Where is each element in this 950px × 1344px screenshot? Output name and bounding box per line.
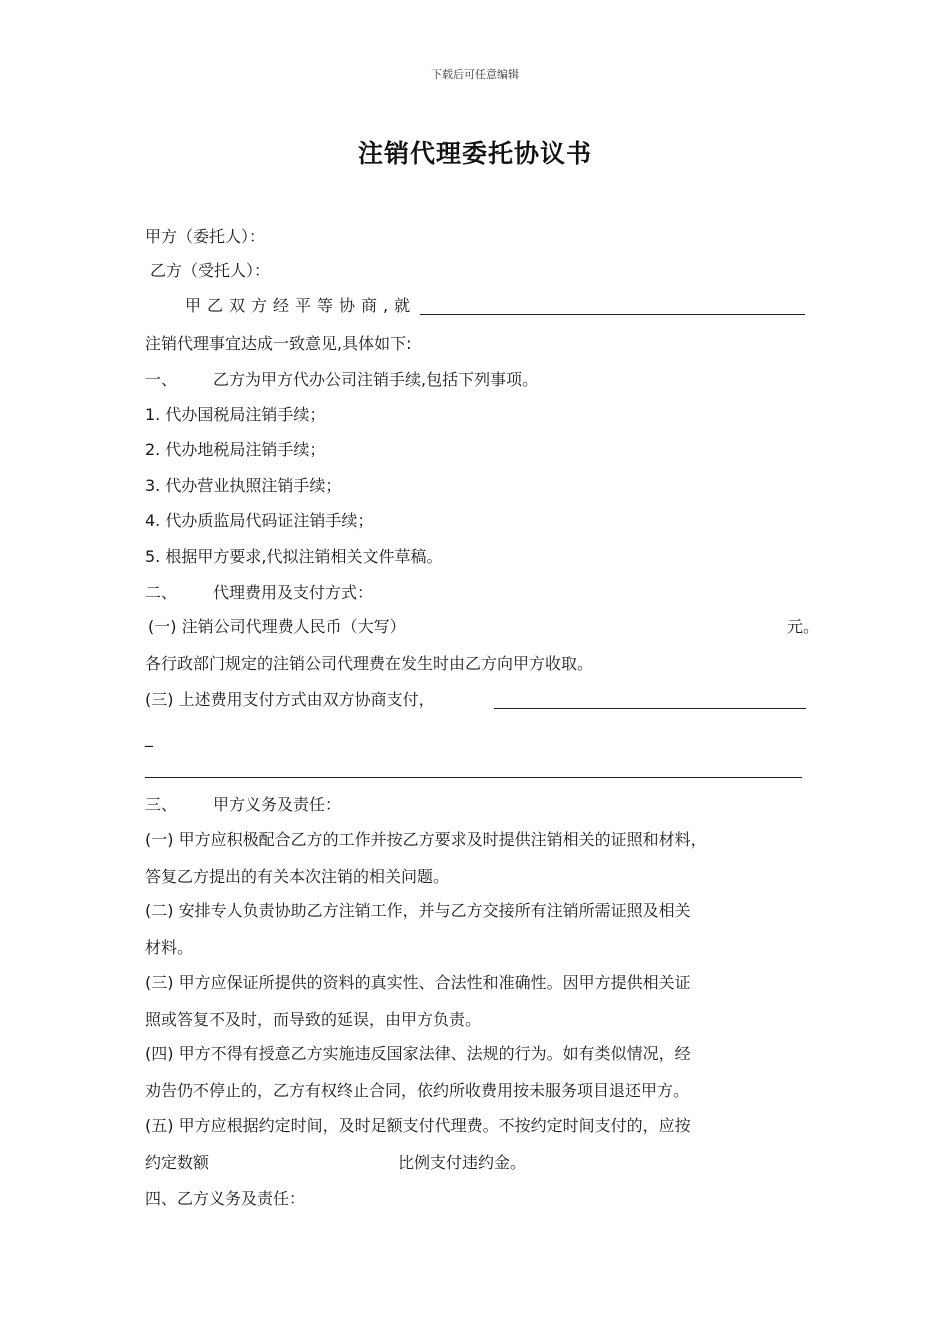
header-note: 下载后可任意编辑 — [431, 68, 519, 81]
document-title: 注销代理委托协议书 — [357, 139, 592, 168]
s3-line-9: (五) 甲方应根据约定时间，及时足额支付代理费。不按约定时间支付的，应按 — [145, 1116, 691, 1135]
s3-line-5: (三) 甲方应保证所提供的资料的真实性、合法性和准确性。因甲方提供相关证 — [145, 973, 691, 992]
fee-unit: 元。 — [787, 617, 820, 636]
section-1-text: 乙方为甲方代办公司注销手续,包括下列事项。 — [213, 370, 539, 389]
penalty-prefix: 约定数额 — [145, 1153, 210, 1172]
s3-line-7: (四) 甲方不得有授意乙方实施违反国家法律、法规的行为。如有类似情况，经 — [145, 1044, 691, 1063]
s3-line-6: 照或答复不及时，而导致的延误，由甲方负责。 — [145, 1010, 482, 1029]
s3-line-4: 材料。 — [145, 938, 194, 957]
item-3: 3. 代办营业执照注销手续； — [145, 476, 342, 495]
fee-note: 各行政部门规定的注销公司代理费在发生时由乙方向甲方收取。 — [145, 654, 594, 673]
section-3-number: 三、 — [145, 795, 178, 814]
section-2-number: 二、 — [145, 583, 178, 602]
intro-prefix: 甲乙双方经平等协商,就 — [185, 296, 417, 315]
section-1-number: 一、 — [145, 370, 178, 389]
intro-blank[interactable] — [420, 314, 805, 315]
party-a-line: 甲方（委托人）： — [145, 227, 266, 246]
payment-blank[interactable] — [494, 708, 806, 709]
section-3-heading — [145, 794, 341, 816]
section-3-text: 甲方义务及责任： — [213, 795, 342, 814]
intro-line — [185, 295, 416, 317]
s3-line-1: (一) 甲方应积极配合乙方的工作并按乙方要求及时提供注销相关的证照和材料， — [145, 830, 707, 849]
item-2: 2. 代办地税局注销手续； — [145, 440, 326, 459]
s3-line-8: 劝告仍不停止的，乙方有权终止合同，依约所收费用按未服务项目退还甲方。 — [145, 1081, 690, 1100]
penalty-suffix: 比例支付违约金。 — [398, 1153, 527, 1172]
item-4: 4. 代办质监局代码证注销手续； — [145, 511, 374, 530]
item-1: 1. 代办国税局注销手续； — [145, 405, 326, 424]
section-1-heading — [145, 369, 538, 391]
section-4-heading: 四、乙方义务及责任： — [145, 1189, 306, 1208]
s3-line-3: (二) 安排专人负责协助乙方注销工作，并与乙方交接所有注销所需证照及相关 — [145, 901, 691, 920]
fee-line: (一) 注销公司代理费人民币（大写） — [148, 617, 406, 636]
party-b-line: 乙方（受托人）： — [150, 261, 271, 280]
stray-underscore: _ — [145, 728, 153, 747]
section-2-heading — [145, 582, 373, 604]
payment-line: (三) 上述费用支付方式由双方协商支付， — [145, 690, 435, 709]
s3-line-2: 答复乙方提出的有关本次注销的相关问题。 — [145, 867, 450, 886]
section-2-text: 代理费用及支付方式： — [213, 583, 374, 602]
item-5: 5. 根据甲方要求,代拟注销相关文件草稿。 — [145, 547, 443, 566]
payment-blank-continuation[interactable] — [145, 777, 802, 778]
intro-continuation: 注销代理事宜达成一致意见,具体如下: — [145, 334, 412, 353]
